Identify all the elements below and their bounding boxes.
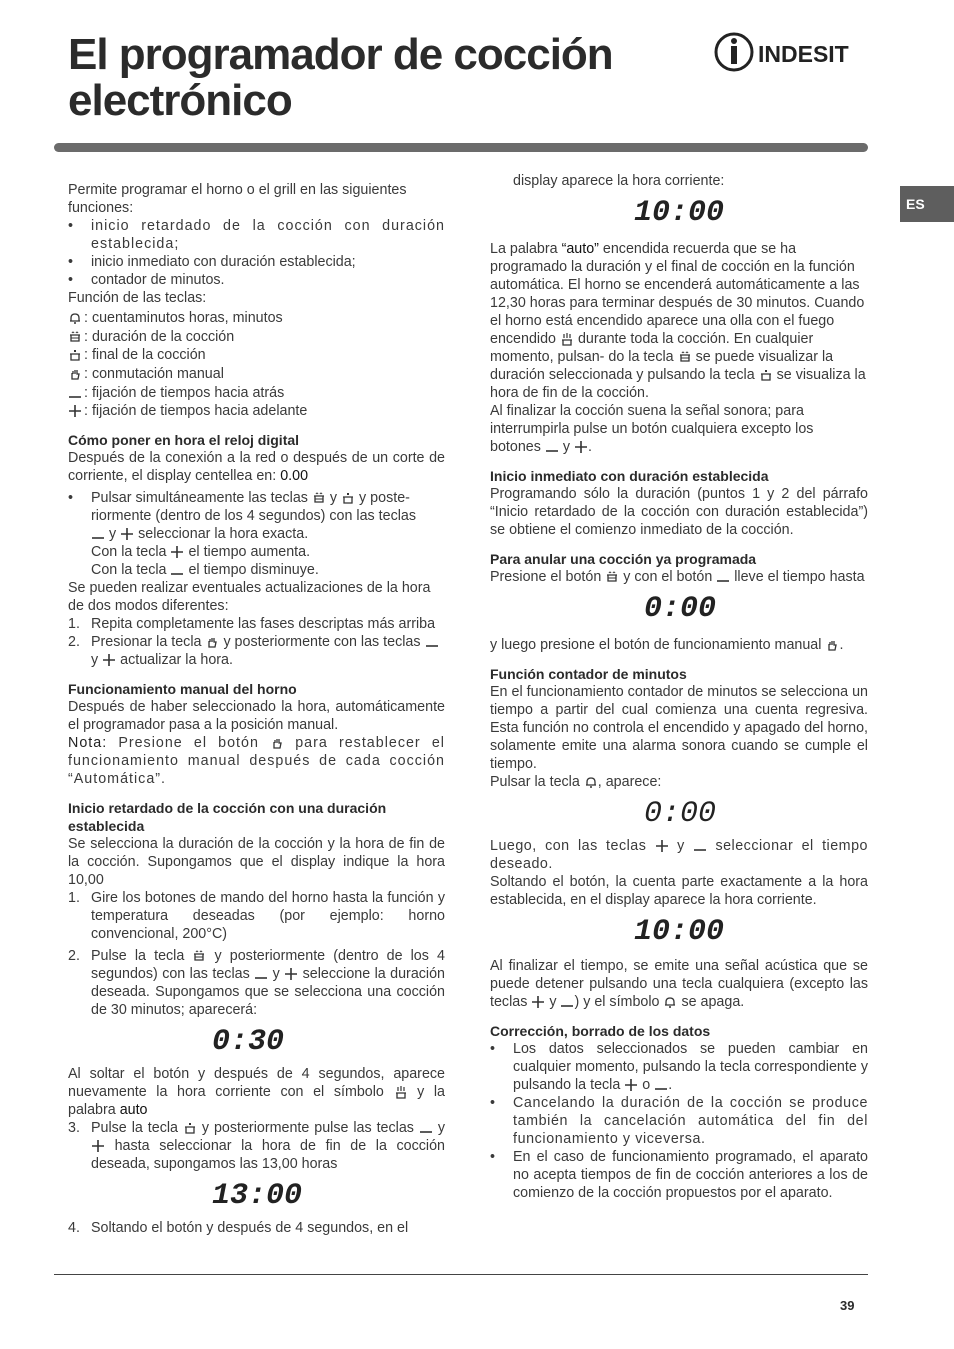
lcd-display	[490, 791, 868, 837]
paragraph: Presione el botón y con el botón lleve el tiempo hasta	[490, 569, 865, 585]
end-cooking-icon	[759, 368, 773, 382]
bell-icon	[663, 995, 677, 1009]
minus-icon	[254, 967, 268, 981]
cooking-duration-icon	[68, 330, 82, 344]
end-cooking-icon	[341, 491, 355, 505]
section-heading: Inicio retardado de la cocción con una duración establecida	[68, 800, 387, 834]
paragraph: Soltando el botón, la cuenta parte exactamente a la hora establecida, en el display aparece la hora corriente.	[490, 874, 868, 908]
cooking-duration-icon	[605, 570, 619, 584]
paragraph: La palabra “auto” encendida recuerda que se ha programado la duración y el final de cocción en la función automática. El horno se encenderá automáticamente a las 12,30 horas para terminar después de 30 minutos. Cuando el horno está encendido aparece una olla con el fuego encendido durante toda la cocción. En cualquier momento, pulsan- do la tecla se puede visualizar la duración seleccionada y pulsando la tecla se visualiza la hora de fin de la cocción.	[490, 241, 866, 401]
title-line-2: electrónico	[68, 76, 292, 125]
key-row: : final de la cocción	[68, 346, 445, 364]
plus-icon	[120, 527, 134, 541]
list-item: • inicio retardado de la cocción con duración establecida;	[68, 218, 445, 252]
list-item: • En el caso de funcionamiento programado, el aparato no acepta tiempos de fin de cocción anteriores a los de comienzo de la cocción propuestos por el aparato.	[490, 1149, 868, 1201]
key-row: : duración de la cocción	[68, 328, 445, 346]
section-heading: Inicio inmediato con duración establecida	[490, 468, 769, 484]
lcd-readout	[644, 797, 734, 827]
minus-icon	[654, 1078, 668, 1092]
minus-icon	[68, 386, 82, 400]
key-row: : cuentaminutos horas, minutos	[68, 307, 445, 328]
end-cooking-icon	[68, 348, 82, 362]
paragraph: Programando sólo la duración (puntos 1 y 2 del párrafo “Inicio retardado de la cocción con duración establecida”) se obtiene el comienzo inmediato de la cocción.	[490, 486, 868, 538]
paragraph: y luego presione el botón de funcionamiento manual .	[490, 637, 844, 653]
section-heading: Corrección, borrado de los datos	[490, 1023, 711, 1039]
paragraph: Pulsar la tecla , aparece:	[490, 774, 662, 790]
plus-icon	[91, 1139, 105, 1153]
list-item: 1. Repita completamente las fases descriptas más arriba	[68, 616, 436, 632]
paragraph: Al finalizar la cocción suena la señal sonora; para interrumpirla pulse un botón cualquiera excepto los botones y .	[490, 403, 814, 455]
svg-text:13:00: 13:00	[212, 1179, 303, 1209]
paragraph: Se pueden realizar eventuales actualizaciones de la hora de dos modos diferentes:	[68, 580, 431, 614]
note: Nota: Presione el botón para restablecer el funcionamiento manual después de cada cocción “Automática”.	[68, 735, 445, 787]
section-heading: Función contador de minutos	[490, 666, 687, 682]
manual-hand-icon	[825, 638, 839, 652]
right-column	[490, 172, 868, 1202]
plus-icon	[284, 967, 298, 981]
lcd-display	[490, 586, 868, 636]
intro-text: Permite programar el horno o el grill en las siguientes funciones:	[68, 182, 407, 216]
paragraph: Luego, con las teclas y seleccionar el tiempo deseado.	[490, 838, 868, 872]
section-heading: Funcionamiento manual del horno	[68, 681, 297, 697]
minus-icon	[560, 995, 574, 1009]
list-item: 1. Gire los botones de mando del horno hasta la función y temperatura deseadas (por ejemplo: horno convencional, 200°C)	[68, 890, 445, 942]
svg-text:10:00: 10:00	[634, 196, 725, 226]
plus-icon	[102, 653, 116, 667]
plus-icon	[655, 839, 669, 853]
minus-icon	[425, 635, 439, 649]
header-rule	[54, 143, 868, 152]
key-row: : fijación de tiempos hacia adelante	[68, 402, 445, 420]
cooking-duration-icon	[192, 949, 206, 963]
lcd-readout	[212, 1025, 302, 1055]
paragraph: Se selecciona la duración de la cocción y la hora de fin de la cocción. Supongamos que el display indique la hora 10,00	[68, 836, 445, 888]
list-item: • Pulsar simultáneamente las teclas y y poste- riormente (dentro de los 4 segundos) con las teclas y seleccionar la hora exacta. Con la tecla el tiempo aumenta. Con la tecla el tiempo disminuye.	[68, 490, 417, 578]
list-item: 4. Soltando el botón y después de 4 segundos, en el	[68, 1220, 409, 1236]
list-item: 3. Pulse la tecla y posteriormente pulse las teclas y hasta seleccionar la hora de fin de la cocción deseada, supongamos las 13,00 horas	[68, 1120, 445, 1172]
paragraph: Al soltar el botón y después de 4 segundos, aparece nuevamente la hora corriente con el símbolo y la palabra auto	[68, 1066, 445, 1118]
list-item: • Los datos seleccionados se pueden cambiar en cualquier momento, pulsando la tecla correspondiente y pulsando la tecla o .	[490, 1041, 868, 1093]
list-item: 2. Pulse la tecla y posteriormente (dentro de los 4 segundos) con las teclas y seleccione la duración deseada. Supongamos que se selecciona una cocción de 30 minutos; aparecerá:	[68, 948, 445, 1018]
plus-icon	[574, 440, 588, 454]
plus-icon	[531, 995, 545, 1009]
plus-icon	[68, 404, 82, 418]
lcd-readout	[634, 196, 734, 226]
bell-icon	[68, 311, 82, 325]
pot-fire-icon	[394, 1085, 408, 1099]
continuation-text: display aparece la hora corriente:	[513, 173, 725, 189]
manual-hand-icon	[270, 736, 284, 750]
lcd-display	[490, 909, 868, 957]
pot-fire-icon	[560, 332, 574, 346]
lcd-readout	[212, 1179, 312, 1209]
blink-value: 0.00	[280, 468, 309, 484]
paragraph: Después de haber seleccionado la hora, automáticamente el programador pasa a la posición manual.	[68, 699, 445, 733]
title-line-1: El programador de cocción	[68, 30, 613, 79]
section-heading: Cómo poner en hora el reloj digital	[68, 432, 300, 448]
lcd-display	[68, 1173, 445, 1219]
svg-text:0:30: 0:30	[212, 1025, 285, 1055]
plus-icon	[170, 545, 184, 559]
indesit-logo	[714, 30, 874, 74]
list-item: 2. Presionar la tecla y posteriormente con las teclas y actualizar la hora.	[68, 633, 445, 669]
brand-name: INDESIT	[758, 41, 849, 67]
language-tab: ES	[900, 186, 954, 222]
lcd-display	[490, 190, 868, 240]
keys-title: Función de las teclas:	[68, 290, 207, 306]
cooking-duration-icon	[312, 491, 326, 505]
lcd-readout	[634, 915, 734, 945]
list-item: • Cancelando la duración de la cocción se produce también la cancelación automática del fin del funcionamiento y viceversa.	[490, 1095, 868, 1147]
svg-text:0:00: 0:00	[644, 592, 717, 622]
minus-icon	[716, 570, 730, 584]
bell-icon	[584, 775, 598, 789]
list-item: • inicio inmediato con duración establecida;	[68, 254, 356, 270]
manual-hand-icon	[205, 635, 219, 649]
minus-icon	[545, 440, 559, 454]
page-number: 39	[840, 1298, 855, 1313]
paragraph: En el funcionamiento contador de minutos se selecciona un tiempo a partir del cual comienza una cuenta regresiva. Esta función no controla el encendido y apagado del horno, solamente emite una alarma sonora cuando se cumple el tiempo.	[490, 684, 868, 772]
end-cooking-icon	[183, 1121, 197, 1135]
minus-icon	[419, 1121, 433, 1135]
key-row: : conmutación manual	[68, 364, 445, 384]
svg-text:0:00: 0:00	[644, 797, 717, 827]
minus-icon	[91, 527, 105, 541]
left-column	[68, 181, 445, 1237]
paragraph: Después de la conexión a la red o después de un corte de corriente, el display centellea en: 0.00	[68, 450, 445, 484]
svg-text:10:00: 10:00	[634, 915, 725, 945]
minus-icon	[693, 839, 707, 853]
key-row: : fijación de tiempos hacia atrás	[68, 384, 445, 402]
page-title	[68, 32, 613, 124]
list-item: • contador de minutos.	[68, 272, 225, 288]
lcd-readout	[644, 592, 734, 622]
section-heading: Para anular una cocción ya programada	[490, 551, 757, 567]
minus-icon	[170, 563, 184, 577]
paragraph: Al finalizar el tiempo, se emite una señal acústica que se puede detener pulsando una tecla cualquiera (excepto las teclas y ) y el símbolo se apaga.	[490, 958, 868, 1010]
lcd-display	[68, 1019, 445, 1065]
cooking-duration-icon	[678, 350, 692, 364]
plus-icon	[624, 1078, 638, 1092]
footer-rule	[54, 1274, 868, 1275]
manual-hand-icon	[68, 367, 82, 381]
